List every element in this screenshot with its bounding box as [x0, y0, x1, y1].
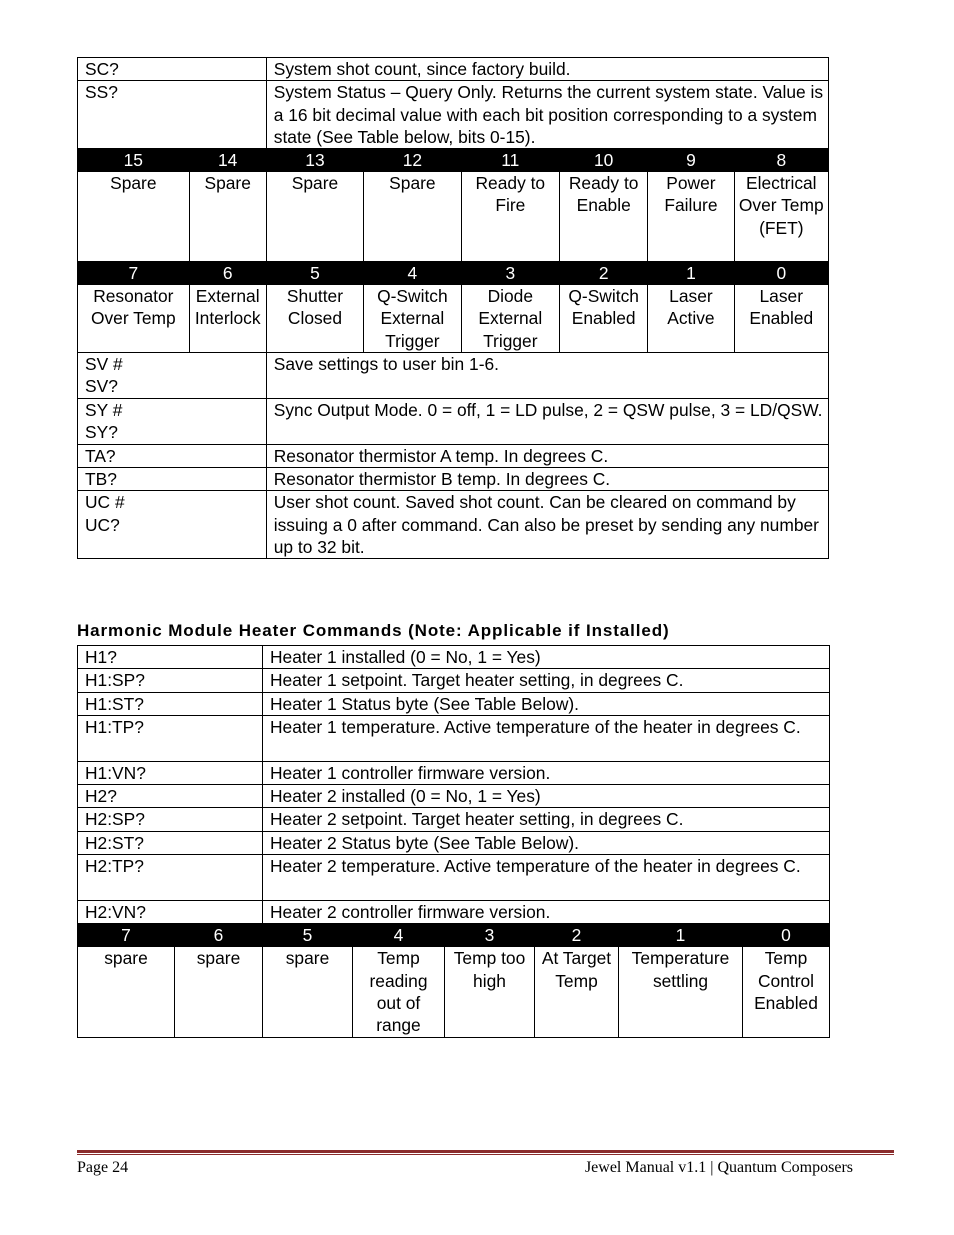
bit-label: Temperature settling	[619, 947, 743, 1037]
bit-number: 3	[445, 924, 535, 947]
bit-label: Ready to Fire	[461, 172, 559, 262]
bit-number: 6	[175, 924, 263, 947]
description-cell: Heater 2 Status byte (See Table Below).	[263, 831, 830, 854]
bit-number-row	[78, 262, 829, 285]
description-cell: Heater 2 setpoint. Target heater setting, in degrees C.	[263, 808, 830, 831]
bit-label: Laser Enabled	[734, 285, 828, 353]
table-row	[78, 444, 829, 467]
command-query: UC?	[85, 514, 120, 535]
description-cell: Heater 1 installed (0 = No, 1 = Yes)	[263, 646, 830, 669]
description-cell: Heater 2 installed (0 = No, 1 = Yes)	[263, 785, 830, 808]
bit-number: 14	[189, 149, 266, 172]
table-row	[78, 715, 830, 761]
bit-number: 1	[619, 924, 743, 947]
table-row	[78, 855, 830, 901]
description-cell: Resonator thermistor A temp. In degrees C.	[266, 444, 828, 467]
command-cell	[78, 353, 267, 399]
bit-number: 11	[461, 149, 559, 172]
bit-label: spare	[78, 947, 175, 1037]
bit-label: Temp Control Enabled	[743, 947, 830, 1037]
bit-label: Temp reading out of range	[353, 947, 445, 1037]
bit-label: Diode External Trigger	[461, 285, 559, 353]
command-cell	[78, 399, 267, 445]
bit-label: Laser Active	[648, 285, 734, 353]
bit-number: 9	[648, 149, 734, 172]
bit-number: 5	[266, 262, 363, 285]
command-cell: H1:ST?	[78, 692, 263, 715]
command-cell: H2:TP?	[78, 855, 263, 901]
bit-number-row	[78, 149, 829, 172]
command-cell: SS?	[78, 81, 267, 149]
description-cell: Save settings to user bin 1-6.	[266, 353, 828, 399]
table-row	[78, 353, 829, 399]
command-cell: H1:TP?	[78, 715, 263, 761]
table-row	[78, 831, 830, 854]
bit-number-row	[78, 924, 830, 947]
command-cell	[78, 491, 267, 559]
bit-label: spare	[263, 947, 353, 1037]
table-row	[78, 58, 829, 81]
table-row	[78, 669, 830, 692]
bit-number: 3	[461, 262, 559, 285]
command-cell: H2:SP?	[78, 808, 263, 831]
command-cell: TB?	[78, 468, 267, 491]
command-cell: H2?	[78, 785, 263, 808]
command-cell: H1:SP?	[78, 669, 263, 692]
command-query: SY?	[85, 422, 118, 443]
table-row	[78, 399, 829, 445]
bit-label: spare	[175, 947, 263, 1037]
table-row	[78, 468, 829, 491]
description-cell: System Status – Query Only. Returns the current system state. Value is a 16 bit decimal value with each bit position corresponding to a system state (See Table below, bits 0-15).	[266, 81, 828, 149]
bit-number: 5	[263, 924, 353, 947]
table-row	[78, 692, 830, 715]
bit-label: Spare	[364, 172, 461, 262]
description-cell: Resonator thermistor B temp. In degrees C.	[266, 468, 828, 491]
page-number: Page 24	[77, 1159, 129, 1176]
table-row	[78, 808, 830, 831]
command-set: SY #	[85, 400, 123, 421]
footer-rule	[77, 1150, 894, 1153]
bit-number: 7	[78, 262, 190, 285]
description-cell: Heater 1 setpoint. Target heater setting, in degrees C.	[263, 669, 830, 692]
command-set: SV #	[85, 354, 123, 375]
bit-label: Electrical Over Temp (FET)	[734, 172, 828, 262]
command-cell: H1:VN?	[78, 761, 263, 784]
bit-label: Temp too high	[445, 947, 535, 1037]
bit-number: 0	[734, 262, 828, 285]
command-query: SV?	[85, 376, 118, 397]
bit-number: 2	[535, 924, 619, 947]
section-heading: Harmonic Module Heater Commands (Note: Applicable if Installed)	[77, 621, 670, 640]
table-row	[78, 646, 830, 669]
bit-number: 6	[189, 262, 266, 285]
bit-label: Spare	[266, 172, 363, 262]
description-cell: Sync Output Mode. 0 = off, 1 = LD pulse, 2 = QSW pulse, 3 = LD/QSW.	[266, 399, 828, 445]
table-row	[78, 901, 830, 924]
bit-number: 4	[364, 262, 461, 285]
bit-number: 12	[364, 149, 461, 172]
bit-label-row	[78, 947, 830, 1037]
system-commands-table	[77, 57, 829, 559]
bit-number: 13	[266, 149, 363, 172]
table-row	[78, 81, 829, 149]
table-row	[78, 761, 830, 784]
bit-number: 1	[648, 262, 734, 285]
bit-label: Power Failure	[648, 172, 734, 262]
bit-number: 8	[734, 149, 828, 172]
bit-label: Ready to Enable	[560, 172, 648, 262]
bit-number: 7	[78, 924, 175, 947]
command-cell: SC?	[78, 58, 267, 81]
bit-label: External Interlock	[189, 285, 266, 353]
heater-commands-table	[77, 645, 830, 1038]
bit-label: Resonator Over Temp	[78, 285, 190, 353]
bit-label-row	[78, 172, 829, 262]
bit-label: Spare	[78, 172, 190, 262]
table-row	[78, 491, 829, 559]
bit-label: Spare	[189, 172, 266, 262]
document-title: Jewel Manual v1.1 | Quantum Composers	[584, 1159, 853, 1176]
description-cell: Heater 1 controller firmware version.	[263, 761, 830, 784]
table-row	[78, 785, 830, 808]
description-cell: Heater 2 temperature. Active temperature of the heater in degrees C.	[263, 855, 830, 901]
command-cell: H1?	[78, 646, 263, 669]
bit-number: 15	[78, 149, 190, 172]
bit-number: 2	[560, 262, 648, 285]
command-set: UC #	[85, 492, 125, 513]
description-cell: Heater 1 Status byte (See Table Below).	[263, 692, 830, 715]
description-cell: System shot count, since factory build.	[266, 58, 828, 81]
description-cell: Heater 2 controller firmware version.	[263, 901, 830, 924]
bit-number: 0	[743, 924, 830, 947]
bit-label: At Target Temp	[535, 947, 619, 1037]
description-cell: User shot count. Saved shot count. Can be cleared on command by issuing a 0 after command. Can also be preset by sending any number up to 32 bit.	[266, 491, 828, 559]
bit-number: 4	[353, 924, 445, 947]
command-cell: TA?	[78, 444, 267, 467]
bit-label: Q-Switch Enabled	[560, 285, 648, 353]
description-cell: Heater 1 temperature. Active temperature of the heater in degrees C.	[263, 715, 830, 761]
bit-label-row	[78, 285, 829, 353]
bit-number: 10	[560, 149, 648, 172]
bit-label: Q-Switch External Trigger	[364, 285, 461, 353]
footer-rule-thin	[77, 1154, 894, 1155]
command-cell: H2:ST?	[78, 831, 263, 854]
command-cell: H2:VN?	[78, 901, 263, 924]
bit-label: Shutter Closed	[266, 285, 363, 353]
